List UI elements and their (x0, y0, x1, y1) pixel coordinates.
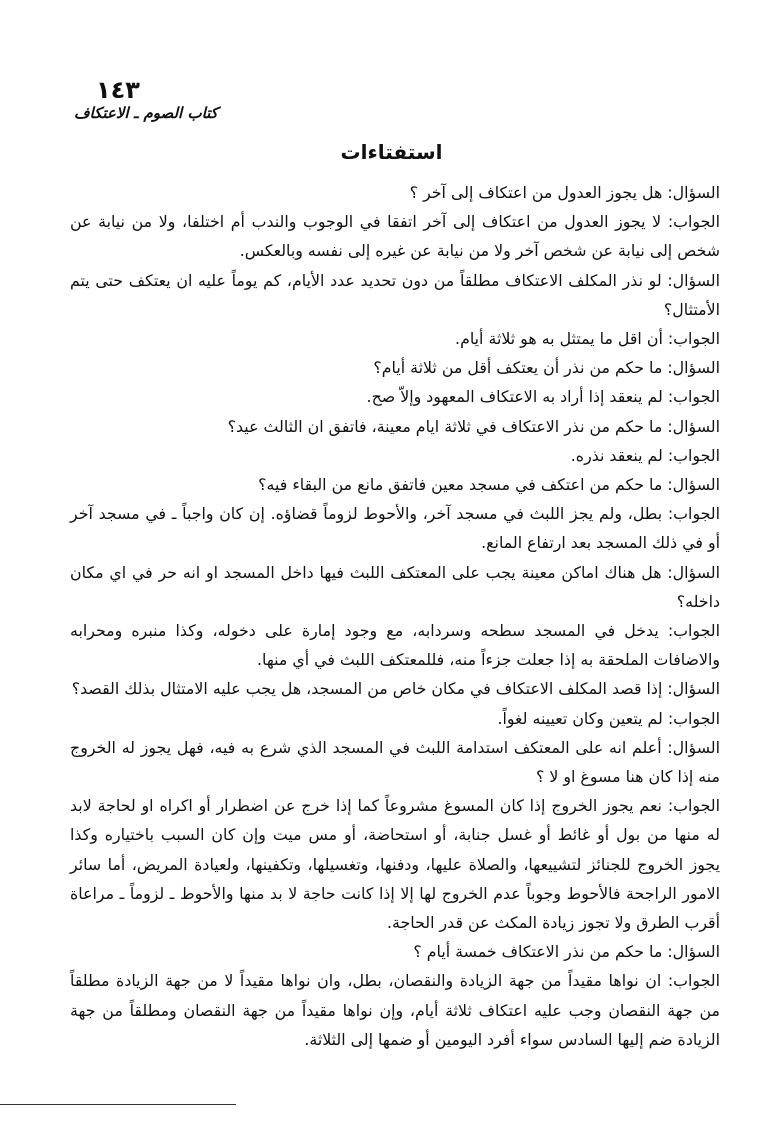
section-title: استفتاءات (340, 140, 443, 164)
question-paragraph: السؤال: لو نذر المكلف الاعتكاف مطلقاً من دون تحديد عدد الأيام، كم يوماً عليه ان يعتكف حتى يتم الأمتثال؟ (70, 270, 720, 319)
footer-rule (0, 1104, 236, 1105)
question-paragraph: السؤال: أعلم انه على المعتكف استدامة اللبث في المسجد الذي شرع به فيه، فهل يجوز له الخروج منه إذا كان هنا مسوغ او لا ؟ (70, 737, 720, 787)
question-paragraph: السؤال: ما حكم من نذر أن يعتكف أقل من ثلاثة أيام؟ (373, 358, 720, 378)
running-header: كتاب الصوم ـ الاعتكاف (74, 104, 218, 122)
answer-paragraph: الجواب: ان نواها مقيداً من جهة الزيادة والنقصان، بطل، وان نواها مقيداً لا من جهة الزيادة مطلقاً من جهة النقصان وجب عليه اعتكاف ثلاثة أيام، وإن نواها مقيداً من جهة النقصان ومطلقاً من جهة الزيادة ضم إليها السادس سواء أفرد اليومين أو ضمها إلى الثلاثة. (70, 971, 720, 1049)
answer-paragraph: الجواب: لا يجوز العدول من اعتكاف إلى آخر اتفقا في الوجوب والندب أم اختلفا، ولا من نيابة عن شخص إلى نيابة عن شخص آخر ولا من نيابة عن غيره إلى نفسه وبالعكس. (70, 212, 720, 261)
answer-paragraph: الجواب: لم يتعين وكان تعيينه لغواً. (497, 708, 720, 728)
answer-paragraph: الجواب: لم ينعقد إذا أراد به الاعتكاف المعهود وإلاّ صح. (366, 387, 720, 407)
question-paragraph: السؤال: ما حكم من نذر الاعتكاف في ثلاثة ايام معينة، فاتفق ان الثالث عيد؟ (227, 416, 720, 436)
page-number: ١٤٣ (96, 76, 140, 104)
answer-paragraph: الجواب: بطل، ولم يجز اللبث في مسجد آخر، والأحوط لزوماً قضاؤه. إن كان واجباً ـ في مسجد آخر أو في ذلك المسجد بعد ارتفاع المانع. (70, 504, 720, 553)
answer-paragraph: الجواب: لم ينعقد نذره. (570, 445, 720, 465)
answer-paragraph: الجواب: نعم يجوز الخروج إذا كان المسوغ مشروعاً كما إذا خرج عن اضطرار أو اكراه او لحاجة لابد له منها من بول أو غائط أو غسل جنابة، أو استحاضة، أو مس ميت وإن كان السبب باختياره وكذا يجوز الخروج للجنائز لتشييعها، والصلاة عليها، ودفنها، وتغسيلها، وتكفينها، ولعيادة المريض، أما سائر الامور الراجحة فالأحوط وجوباً عدم الخروج لها إلا إذا كانت حاجة لا بد منها والأحوط ـ لزوماً ـ مراعاة أقرب الطرق ولا تجوز زيادة المكث عن قدر الحاجة. (70, 796, 720, 933)
question-paragraph: السؤال: إذا قصد المكلف الاعتكاف في مكان خاص من المسجد، هل يجب عليه الامتثال بذلك القصد؟ (71, 679, 720, 699)
question-paragraph: السؤال: ما حكم من نذر الاعتكاف خمسة أيام ؟ (413, 942, 720, 962)
question-paragraph: السؤال: هل يجوز العدول من اعتكاف إلى آخر ؟ (409, 183, 720, 202)
qa-content (70, 178, 720, 1054)
answer-paragraph: الجواب: أن اقل ما يمتثل به هو ثلاثة أيام. (455, 329, 720, 349)
question-paragraph: السؤال: ما حكم من اعتكف في مسجد معين فاتفق مانع من البقاء فيه؟ (258, 475, 720, 495)
question-paragraph: السؤال: هل هناك اماكن معينة يجب على المعتكف اللبث فيها داخل المسجد او انه حر في اي مكان داخله؟ (70, 562, 720, 611)
answer-paragraph: الجواب: يدخل في المسجد سطحه وسردابه، مع وجود إمارة على دخوله، وكذا منبره ومحرابه والاضافات الملحقة به إذا جعلت جزءاً منه، فللمعتكف اللبث في أي منها. (70, 621, 720, 670)
